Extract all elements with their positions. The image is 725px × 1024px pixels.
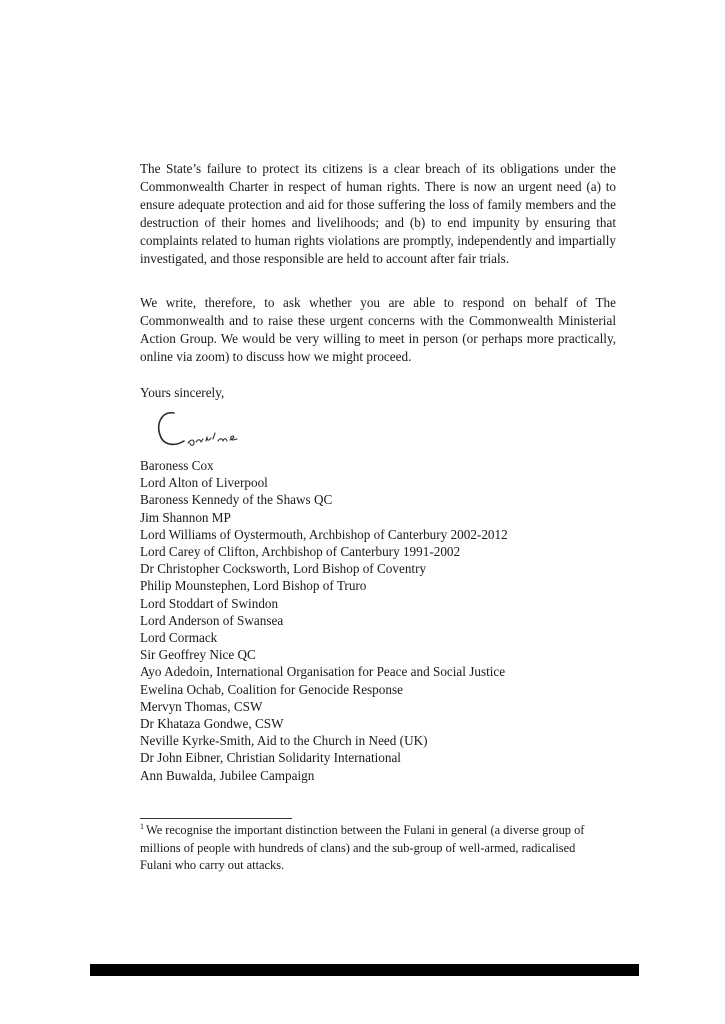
footnote [140, 822, 600, 875]
signatory: Neville Kyrke-Smith, Aid to the Church in Need (UK) [140, 733, 428, 749]
signatory: Sir Geoffrey Nice QC [140, 647, 256, 663]
signatory: Lord Alton of Liverpool [140, 475, 268, 491]
signatory: Baroness Kennedy of the Shaws QC [140, 492, 333, 508]
signatory: Lord Williams of Oystermouth, Archbishop of Canterbury 2002-2012 [140, 526, 508, 542]
signatory: Ann Buwalda, Jubilee Campaign [140, 767, 315, 783]
signatory: Lord Cormack [140, 630, 218, 646]
footnote-separator [140, 818, 292, 819]
body-paragraph-1: The State’s failure to protect its citizens is a clear breach of its obligations under the Commonwealth Charter in respect of human rights. There is now an urgent need (a) to ensure adequate protection and aid for those suffering the loss of family members and the destruction of their homes and livelihoods; and (b) to end impunity by ensuring that complaints related to human rights violations are promptly, independently and impartially investigated, and those responsible are held to account after fair trials. [140, 161, 616, 266]
signatory: Philip Mounstephen, Lord Bishop of Truro [140, 578, 367, 594]
handwritten-signature [150, 405, 260, 455]
body-paragraph-2: We write, therefore, to ask whether you are able to respond on behalf of The Commonwealth and to raise these urgent concerns with the Commonwealth Ministerial Action Group. We would be very willing to meet in person (or perhaps more practically, online via zoom) to discuss how we might proceed. [140, 295, 616, 364]
page-bottom-bar [90, 964, 639, 976]
signatory: Mervyn Thomas, CSW [140, 698, 263, 714]
footnote-text: We recognise the important distinction between the Fulani in general (a diverse group of millions of people with hundreds of clans) and the sub-group of well-armed, radicalised Fulani who carry out attacks. [140, 823, 585, 872]
signatory: Ayo Adedoin, International Organisation for Peace and Social Justice [140, 664, 506, 680]
signatory: Baroness Cox [140, 458, 214, 473]
signatory: Lord Carey of Clifton, Archbishop of Canterbury 1991-2002 [140, 544, 461, 560]
signatory: Ewelina Ochab, Coalition for Genocide Response [140, 681, 403, 697]
signatory: Dr Khataza Gondwe, CSW [140, 716, 284, 732]
footnote-marker: 1 [140, 821, 144, 831]
closing-salutation: Yours sincerely, [140, 385, 225, 400]
signatory: Dr John Eibner, Christian Solidarity International [140, 750, 401, 766]
signatory-list [140, 457, 508, 784]
signatory: Dr Christopher Cocksworth, Lord Bishop of Coventry [140, 561, 427, 577]
signatory: Jim Shannon MP [140, 509, 231, 525]
signatory: Lord Anderson of Swansea [140, 612, 284, 628]
signatory: Lord Stoddart of Swindon [140, 595, 279, 611]
